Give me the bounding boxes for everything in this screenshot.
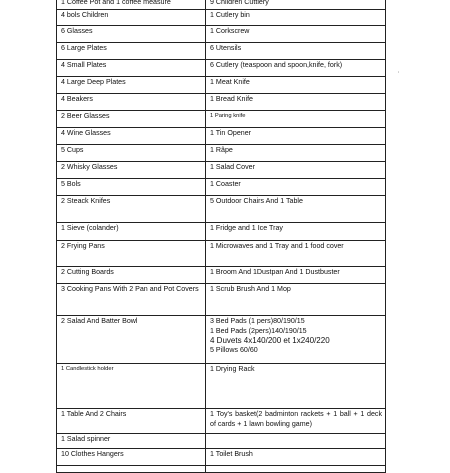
right-item-cell — [206, 179, 386, 196]
item-text: 5 Cups — [61, 146, 84, 154]
right-item-cell — [206, 267, 386, 284]
left-item-cell — [57, 0, 206, 10]
left-item-cell — [57, 466, 206, 473]
inventory-row — [57, 26, 386, 43]
item-text: 1 Bread Knife — [210, 95, 253, 103]
right-item-cell — [206, 223, 386, 241]
inventory-row — [57, 111, 386, 128]
inventory-row — [57, 77, 386, 94]
inventory-row — [57, 179, 386, 196]
item-text: 1 Salad Cover — [210, 163, 255, 171]
left-item-cell — [57, 267, 206, 284]
left-item-cell — [57, 111, 206, 128]
item-text: 5 Bols — [61, 180, 81, 188]
left-item-cell — [57, 284, 206, 316]
item-text: 4 Beakers — [61, 95, 93, 103]
inventory-sheet — [56, 0, 382, 473]
inventory-row — [57, 43, 386, 60]
scan-margin-mark: ʼ — [398, 72, 400, 78]
inventory-row — [57, 241, 386, 267]
right-item-cell — [206, 162, 386, 179]
right-item-cell — [206, 434, 386, 449]
item-text: 2 Whisky Glasses — [61, 163, 118, 171]
inventory-row — [57, 449, 386, 466]
item-text: 4 Large Deep Plates — [61, 78, 126, 86]
item-text: 4 bols Children — [61, 11, 109, 19]
inventory-row — [57, 364, 386, 409]
item-text: 5 Pillows 60/60 — [210, 345, 258, 354]
inventory-row — [57, 316, 386, 364]
item-text: 2 Salad And Batter Bowl — [61, 317, 138, 325]
item-text: 1 Coffee Pot and 1 coffee measure — [61, 0, 171, 6]
left-item-cell — [57, 241, 206, 267]
item-text: 1 Paring knife — [210, 113, 246, 119]
item-text: 4 Wine Glasses — [61, 129, 111, 137]
left-item-cell — [57, 145, 206, 162]
left-item-cell — [57, 409, 206, 434]
item-text: 4 Duvets 4x140/200 et 1x240/220 — [210, 336, 330, 345]
right-item-cell — [206, 145, 386, 162]
item-text: 2 Steack Knifes — [61, 197, 111, 205]
left-item-cell — [57, 179, 206, 196]
right-item-cell — [206, 43, 386, 60]
item-text: 6 Large Plates — [61, 44, 107, 52]
left-item-cell — [57, 60, 206, 77]
item-text: 1 Coaster — [210, 180, 241, 188]
inventory-row — [57, 267, 386, 284]
item-text: 1 Meat Knife — [210, 78, 250, 86]
left-item-cell — [57, 94, 206, 111]
item-text: 9 Children Cuttlery — [210, 0, 269, 6]
inventory-row — [57, 145, 386, 162]
item-text: 1 Fridge and 1 Ice Tray — [210, 224, 283, 232]
item-text: 3 Cooking Pans With 2 Pan and Pot Covers — [61, 285, 199, 293]
left-item-cell — [57, 196, 206, 223]
inventory-row — [57, 0, 386, 10]
item-text: 2 Cutting Boards — [61, 268, 114, 276]
item-text: 1 Candlestick holder — [61, 366, 114, 372]
item-text: 2 Beer Glasses — [61, 112, 110, 120]
right-item-cell — [206, 128, 386, 145]
inventory-row — [57, 128, 386, 145]
item-text: 3 Bed Pads (1 pers)80/190/15 — [210, 317, 305, 325]
right-item-cell — [206, 316, 386, 364]
right-item-cell — [206, 409, 386, 434]
left-item-cell — [57, 128, 206, 145]
inventory-table — [56, 0, 386, 473]
right-item-cell — [206, 0, 386, 10]
item-text: 1 Salad spinner — [61, 435, 111, 443]
item-text: 10 Clothes Hangers — [61, 450, 124, 458]
inventory-row — [57, 466, 386, 473]
right-item-cell — [206, 449, 386, 466]
right-item-cell — [206, 466, 386, 473]
inventory-row — [57, 284, 386, 316]
inventory-row — [57, 196, 386, 223]
right-item-cell — [206, 26, 386, 43]
item-text: 1 Sieve (colander) — [61, 224, 119, 232]
left-item-cell — [57, 43, 206, 60]
right-item-cell — [206, 196, 386, 223]
item-text: 1 Bed Pads (2pers)140/190/15 — [210, 326, 307, 335]
right-item-cell — [206, 94, 386, 111]
left-item-cell — [57, 10, 206, 26]
item-text: 1 Tin Opener — [210, 129, 252, 137]
inventory-table-body — [57, 0, 386, 473]
left-item-cell — [57, 26, 206, 43]
left-item-cell — [57, 449, 206, 466]
right-item-cell — [206, 111, 386, 128]
inventory-row — [57, 94, 386, 111]
item-text: 6 Cutlery (teaspoon and spoon,knife, fork) — [210, 61, 343, 69]
inventory-row — [57, 60, 386, 77]
left-item-cell — [57, 223, 206, 241]
inventory-row — [57, 434, 386, 449]
item-text: 5 Outdoor Chairs And 1 Table — [210, 197, 303, 205]
left-item-cell — [57, 77, 206, 94]
item-text: 6 Glasses — [61, 27, 93, 35]
item-text: 6 Utensils — [210, 44, 242, 52]
right-item-cell — [206, 364, 386, 409]
inventory-row — [57, 409, 386, 434]
inventory-row — [57, 223, 386, 241]
right-item-cell — [206, 77, 386, 94]
item-text: 1 Broom And 1Dustpan And 1 Dustbuster — [210, 268, 340, 276]
left-item-cell — [57, 162, 206, 179]
inventory-row — [57, 162, 386, 179]
item-text: 1 Râpe — [210, 146, 233, 154]
right-item-cell — [206, 241, 386, 267]
right-item-cell — [206, 284, 386, 316]
item-text: 1 Drying Rack — [210, 365, 255, 373]
item-text: 1 Microwaves and 1 Tray and 1 food cover — [210, 242, 344, 250]
item-text: 4 Small Plates — [61, 61, 107, 69]
item-text: 1 Toilet Brush — [210, 450, 253, 458]
left-item-cell — [57, 364, 206, 409]
left-item-cell — [57, 316, 206, 364]
item-text: 1 Toy's basket(2 badminton rackets + 1 ball + 1 deck of cards + 1 lawn bowling game) — [210, 410, 382, 428]
item-text: 1 Corkscrew — [210, 27, 250, 35]
item-text: 1 Cutlery bin — [210, 11, 250, 19]
right-item-cell — [206, 10, 386, 26]
left-item-cell — [57, 434, 206, 449]
inventory-row — [57, 10, 386, 26]
item-text: 1 Table And 2 Chairs — [61, 410, 127, 418]
item-text: 2 Frying Pans — [61, 242, 105, 250]
right-item-cell — [206, 60, 386, 77]
item-text: 1 Scrub Brush And 1 Mop — [210, 285, 291, 293]
